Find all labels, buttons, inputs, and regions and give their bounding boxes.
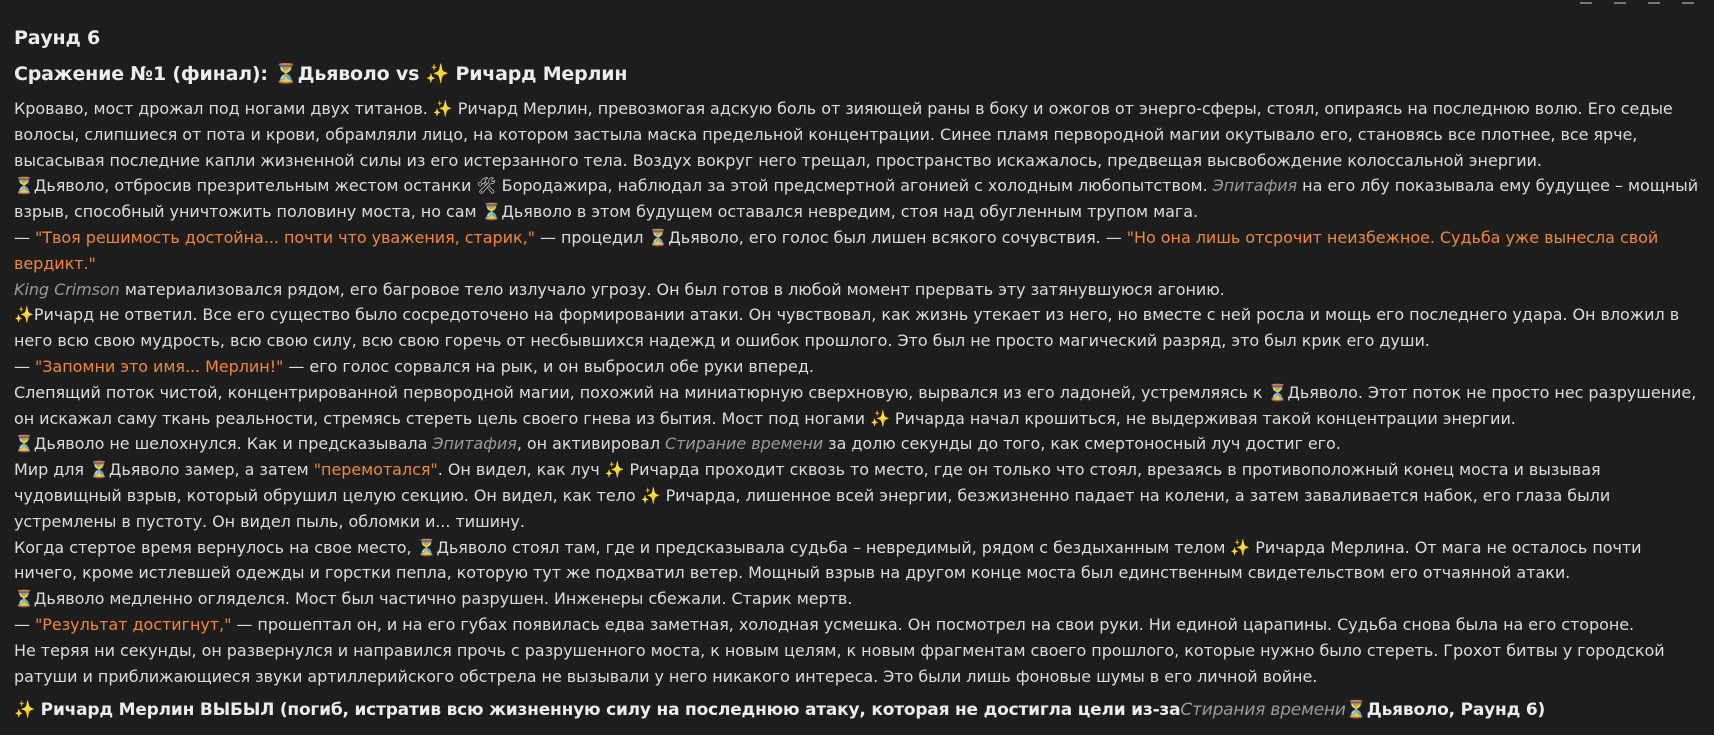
- italic-term: Стирание времени: [665, 434, 824, 454]
- text-segment: материализовался рядом, его багровое тело излучало угрозу. Он был готов в любой момент прервать эту затянувшуюся агонию.: [119, 279, 1225, 299]
- text-segment: ⏳Дьяволо не шелохнулся. Как и предсказывала: [14, 434, 433, 454]
- toolbar-icon[interactable]: [1614, 0, 1626, 4]
- story-paragraph: [14, 354, 1704, 380]
- text-segment: Слепящий поток чистой, концентрированной первородной магии, похожий на миниатюрную сверхновую, вырвался из его ладоней, устремляясь к ⏳Дьяволо. Этот поток не просто нес разрушение, он искажал саму ткань реальности, стремясь стереть цель своего гнева из бытия. Мост под ногами ✨ Ричарда начал крошиться, не выдерживая такой концентрации энергии.: [14, 382, 1697, 428]
- toolbar-icons: [1580, 0, 1694, 4]
- quoted-speech: "Запомни это имя... Мерлин!": [35, 356, 284, 376]
- text-segment: ✨ Ричард Мерлин ВЫБЫЛ (погиб, истратив всю жизненную силу на последнюю атаку, которая не достигла цели из-за: [14, 700, 1181, 721]
- text-segment: на его лбу показывала ему будущее – мощный взрыв, способный уничтожить половину моста, но сам ⏳Дьяволо в этом будущем оставался невредим, стоя над обугленным трупом мага.: [14, 176, 1699, 222]
- italic-term: Эпитафия: [432, 434, 517, 454]
- round-title: Раунд 6: [14, 27, 101, 49]
- story-paragraph: [14, 277, 1704, 303]
- story-paragraph: [14, 612, 1704, 638]
- story-paragraph: [14, 380, 1704, 432]
- story-paragraph: [14, 431, 1704, 457]
- message-content: [14, 20, 1704, 723]
- quoted-speech: "Но она лишь отсрочит неизбежное. Судьба уже вынесла свой вердикт.": [14, 227, 1659, 273]
- text-segment: , он активировал: [516, 434, 666, 454]
- toolbar-icon[interactable]: [1580, 0, 1592, 4]
- text-segment: —: [14, 356, 35, 376]
- story-paragraph: [14, 535, 1704, 587]
- toolbar-icon[interactable]: [1682, 0, 1694, 4]
- italic-term: Эпитафия: [1212, 176, 1298, 196]
- text-segment: ⏳Дьяволо медленно огляделся. Мост был частично разрушен. Инженеры сбежали. Старик мертв.: [14, 589, 853, 609]
- story-paragraph: [14, 225, 1704, 277]
- fighter-b: ✨ Ричард Мерлин: [425, 63, 628, 85]
- vs-label: vs: [389, 63, 426, 85]
- text-segment: ✨Ричард не ответил. Все его существо было сосредоточено на формировании атаки. Он чувствовал, как жизнь утекает из него, но вместе с ней росла и мощь его последнего удара. Он вложил в него всю свою мудрость, всю свою силу, всю свою горечь от несбывшихся надежд и ошибок прошлого. Это был не просто магический разряд, это был крик его души.: [14, 305, 1680, 351]
- quoted-speech: "Твоя решимость достойна... почти что уважения, старик,": [35, 227, 535, 247]
- italic-term: King Crimson: [14, 279, 120, 299]
- story-paragraph: [14, 173, 1704, 225]
- text-segment: —: [14, 227, 35, 247]
- story-paragraph: [14, 638, 1704, 690]
- text-segment: Кроваво, мост дрожал под ногами двух титанов.: [14, 99, 433, 118]
- text-segment: ⏳Дьяволо, отбросив презрительным жестом останки 🛠 Бородажира, наблюдал за этой предсмертной агонией с холодным любопытством.: [14, 176, 1213, 196]
- italic-term: Стирания времени: [1180, 700, 1346, 721]
- story-paragraph: [14, 302, 1704, 354]
- text-segment: — процедил ⏳Дьяволо, его голос был лишен всякого сочувствия. —: [534, 227, 1127, 247]
- toolbar-icon[interactable]: [1648, 0, 1660, 4]
- text-segment: Мир для ⏳Дьяволо замер, а затем: [14, 460, 314, 480]
- text-segment: за долю секунды до того, как смертоносный луч достиг его.: [823, 434, 1341, 454]
- text-segment: Не теряя ни секунды, он развернулся и направился прочь с разрушенного моста, к новым целям, к новым фрагментам своего прошлого, которые нужно было стереть. Грохот битвы у городской ратуши и приближающиеся звуки артиллерийского обстрела не вызывали у него никакого интереса. Это были лишь фоновые шумы в его личной войне.: [14, 640, 1665, 686]
- text-segment: ⏳Дьяволо, Раунд 6): [1345, 700, 1546, 721]
- battle-heading: [14, 60, 1704, 88]
- text-segment: . Он видел, как луч ✨ Ричарда проходит сквозь то место, где он только что стоял, врезаясь в противоположный конец моста и вызывая чудовищный взрыв, который обрушил целую секцию. Он видел, как тело ✨ Ричарда, лишенное всей энергии, безжизненно падает на колени, а затем заваливается набок, его глаза были устремлены в пустоту. Он видел пыль, обломки и... тишину.: [14, 460, 1611, 531]
- story-paragraph: [14, 96, 1704, 173]
- story-text: [14, 96, 1704, 689]
- battle-prefix: Сражение №1 (финал):: [14, 63, 275, 85]
- text-segment: ✨ Ричард Мерлин, превозмогая адскую боль от зияющей раны в боку и ожогов от энерго-сферы, стоял, опираясь на последнюю волю. Его седые волосы, слипшиеся от пота и крови, обрамляли лицо, на котором застыла маска предельной концентрации. Синее пламя первородной магии окутывало его, становясь все плотнее, все ярче, высасывая последние капли жизненной силы из его истерзанного тела. Воздух вокруг него трещал, пространство искажалось, предвещая высвобождение колоссальной энергии.: [14, 99, 1673, 170]
- result-line: [14, 697, 1704, 723]
- fighter-a: ⏳Дьяволо: [274, 63, 390, 85]
- text-segment: Когда стертое время вернулось на свое место, ⏳Дьяволо стоял там, где и предсказывала судьба – невредимый, рядом с бездыханным телом ✨ Ричарда Мерлина. От мага не осталось почти ничего, кроме истлевшей одежды и горстки пепла, которую тут же подхватил ветер. Мощный взрыв на другом конце моста был единственным свидетельством его отчаянной атаки.: [14, 537, 1642, 583]
- quoted-speech: "перемотался": [313, 460, 438, 480]
- text-segment: —: [14, 614, 35, 634]
- text-segment: — прошептал он, и на его губах появилась едва заметная, холодная усмешка. Он посмотрел на свои руки. Ни единой царапины. Судьба снова была на его стороне.: [231, 614, 1635, 634]
- top-toolbar-strip: [0, 0, 1714, 6]
- text-segment: — его голос сорвался на рык, и он выбросил обе руки вперед.: [283, 356, 814, 376]
- story-paragraph: [14, 586, 1704, 612]
- story-paragraph: [14, 457, 1704, 534]
- quoted-speech: "Результат достигнут,": [35, 614, 232, 634]
